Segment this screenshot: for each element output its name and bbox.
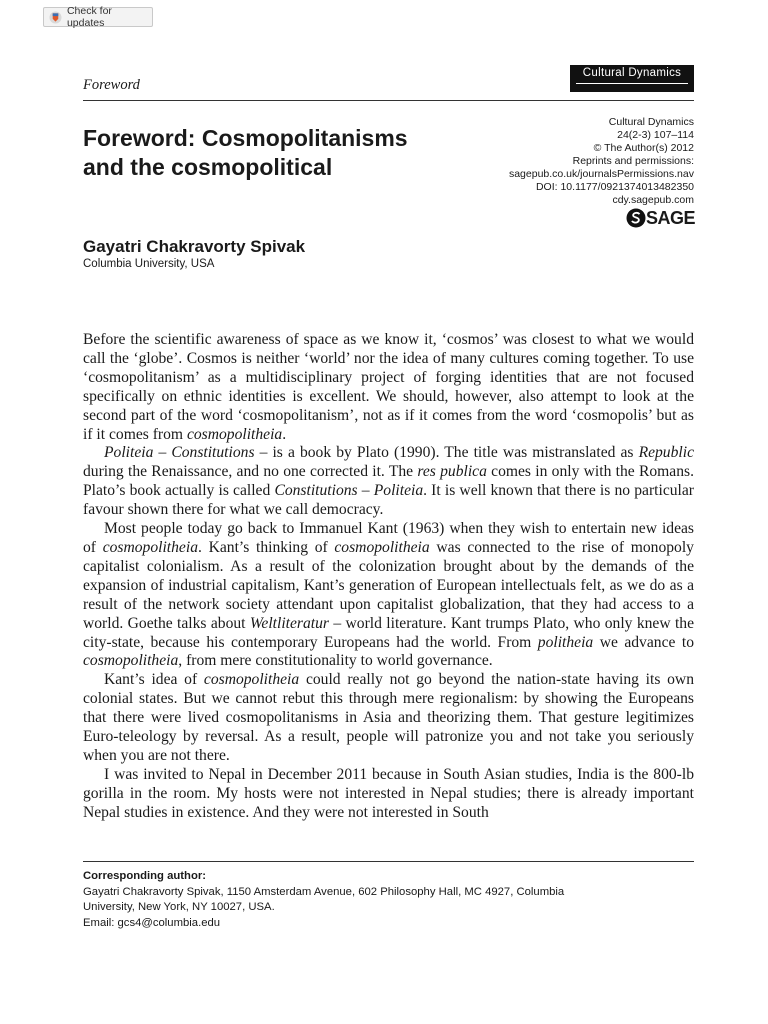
- p4-em: cosmopolitheia: [203, 671, 300, 689]
- p2-em4: Constitutions – Politeia: [274, 482, 424, 500]
- p3-text-f: , from mere constitutionality to world governance.: [178, 652, 493, 670]
- author-affiliation: Columbia University, USA: [83, 258, 215, 270]
- sage-logo-wordmark: SAGE: [646, 208, 696, 228]
- paragraph-4: [83, 671, 694, 766]
- p4-text-a: Kant’s idea of: [104, 671, 204, 689]
- citation-block: [434, 116, 694, 207]
- p1-text-b: .: [282, 425, 287, 443]
- header-rule: [83, 100, 694, 101]
- p2-text-a: – is a book by Plato (1990). The title was mistranslated as: [254, 444, 639, 462]
- p3-text-c: was connected to the rise of monopoly capitalist colonialism. As a result of the colonization brought about by the demands of the expansion of industrial capitalism, Kant’s generation of European intellectuals felt, as we do as a result of the network society attendant upon capitalist globalization, that they had access to a world. Goethe talks about: [83, 538, 694, 632]
- corresponding-address-line1: Gayatri Chakravorty Spivak, 1150 Amsterdam Avenue, 602 Philosophy Hall, MC 4927, Columbia: [83, 885, 565, 898]
- p1-em: cosmopolitheia: [186, 425, 283, 443]
- p3-text-e: we advance to: [593, 633, 694, 651]
- p1-text-a: Before the scientific awareness of space as we know it, ‘cosmos’ was closest to what we would call the ‘globe’. Cosmos is neither ‘world’ nor the idea of many cultures coming together. To use ‘cosmopolitanism’ as a multidisciplinary project of forging identities that are not focused specifically on ethnic identities is excellent. We should, however, also attempt to look at the second part of the word ‘cosmopolitanism’, not as if it comes from the word ‘cosmopolis’ but as if it comes from: [83, 331, 694, 443]
- p3-text-a: Most people today go back to Immanuel Kant (1963) when they wish to entertain new ideas of: [83, 520, 694, 556]
- citation-copyright: © The Author(s) 2012: [593, 142, 694, 154]
- corresponding-author-footnote: [83, 869, 694, 931]
- citation-reprints: Reprints and permissions:: [572, 155, 694, 167]
- article-body: [83, 331, 694, 823]
- sage-logo-icon: [626, 208, 646, 228]
- paragraph-2: [83, 444, 694, 520]
- article-title-line2: and the cosmopolitical: [83, 154, 333, 180]
- check-for-updates-button[interactable]: [43, 7, 153, 27]
- citation-journal: Cultural Dynamics: [608, 116, 694, 128]
- paragraph-3: [83, 520, 694, 671]
- p3-em2: cosmopolitheia: [334, 538, 430, 556]
- p3-em3: Weltliteratur: [249, 614, 330, 632]
- p2-text-c: comes in only with the Romans. Plato’s book actually is called: [83, 463, 694, 500]
- journal-badge-rule: [576, 83, 688, 84]
- p3-em5: cosmopolitheia: [83, 652, 179, 670]
- p4-text-b: could really not go beyond the nation-state having its own colonial states. But we cannot rebut this through mere regionalism: by showing the Europeans that there were lived cosmopolitanisms in Asia and theorizing them. That gesture legitimizes Euro-teleology by reversal. As a result, people will patronize you and not take you seriously when you are not there.: [83, 671, 694, 764]
- p2-text-d: . It is well known that there is no particular favour shown there for what we call democracy.: [83, 482, 694, 519]
- citation-volume: 24(2-3) 107–114: [617, 129, 694, 141]
- p2-em3: res publica: [417, 463, 487, 481]
- p3-text-d: – world literature. Kant trumps Plato, who only knew the city-state, because his contemporary Europeans had the world. From: [83, 614, 695, 651]
- paragraph-5: I was invited to Nepal in December 2011 because in South Asian studies, India is the 800-lb gorilla in the room. My hosts were not interested in Nepal studies; there is already important Nepal studies in existence. And they were not interested in South: [83, 765, 694, 821]
- p2-em2: Republic: [638, 444, 694, 462]
- corresponding-address-line2: University, New York, NY 10027, USA.: [83, 901, 275, 913]
- corresponding-author-label: Corresponding author:: [83, 870, 207, 882]
- p3-em4: politheia: [537, 633, 594, 651]
- footer-rule: [83, 861, 694, 862]
- p3-em1: cosmopolitheia: [102, 538, 198, 556]
- crossmark-icon: [49, 11, 62, 24]
- section-label: Foreword: [83, 77, 140, 93]
- paragraph-1: [83, 331, 694, 444]
- p2-em1: Politeia – Constitutions: [104, 444, 255, 462]
- journal-badge-label: Cultural Dynamics: [582, 67, 682, 79]
- p3-text-b: . Kant’s thinking of: [198, 538, 335, 556]
- check-for-updates-label: Check for updates: [66, 5, 112, 29]
- citation-reprints-url[interactable]: sagepub.co.uk/journalsPermissions.nav: [508, 168, 694, 180]
- article-title-line1: Foreword: Cosmopolitanisms: [83, 125, 408, 151]
- author-name: Gayatri Chakravorty Spivak: [83, 237, 306, 256]
- p2-text-b: during the Renaissance, and no one corrected it. The: [83, 463, 418, 481]
- corresponding-email[interactable]: Email: gcs4@columbia.edu: [83, 916, 221, 929]
- citation-doi[interactable]: DOI: 10.1177/0921374013482350: [535, 181, 694, 193]
- sage-logo: [626, 208, 695, 228]
- journal-badge: [570, 65, 694, 92]
- citation-site[interactable]: cdy.sagepub.com: [612, 194, 694, 206]
